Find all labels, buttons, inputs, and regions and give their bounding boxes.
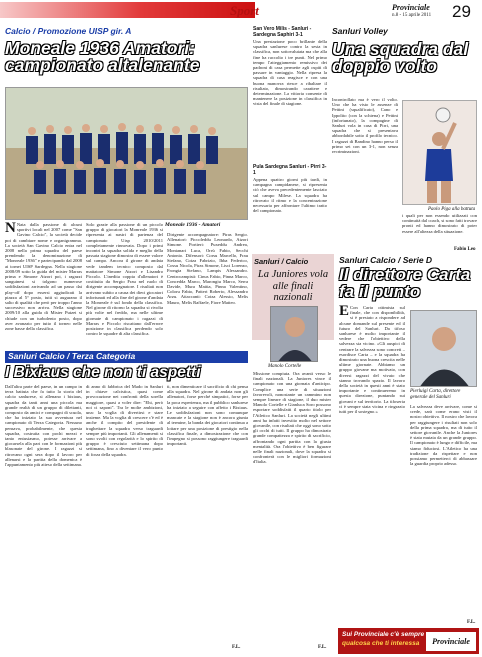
carta-column-1 [339, 305, 405, 623]
juniores-signature: F.L. [318, 645, 327, 650]
team-photo-caption: Moneale 1936 - Amatori [165, 222, 221, 228]
volley-text-2: i quali per non essendo utilizzati con continuità dal coach, si sono fatti trovare pronti ed hanno dimostrato di poter essere all'altezza della situazione. [402, 213, 477, 234]
carta-kicker: Sanluri Calcio / Serie D [339, 255, 433, 265]
volley-photo [402, 100, 477, 205]
director-photo [410, 310, 477, 387]
promo-line-2: qualcosa che ti interessa [342, 640, 420, 647]
page-number: 29 [452, 2, 471, 21]
match-report-text: Una prestazione poco brillante della squadra sanlurese contro la sesta in classifica, non sottovalutata ma che alla fine ha raccolto i tre punti. Nel primo tempo l'atteggiamento remissivo dei padroni di casa permette agli ospiti di passare in vantaggio. Nella ripresa la squadra di casa reagisce e con una buona manovra riesce a ribaltare il risultato, dimostrando carattere e determinazione. La vittoria consente di mantenere la posizione in classifica in vista del finale di stagione. [253, 39, 327, 107]
coach-photo-illustration [271, 307, 318, 362]
article2-column-2: di anno di fabbrica del Mado in Sanluri in chiave calcistica, quasi come provocazione nei confronti della sorella maggiore, quasi a voler dire: "Ehi, però noi ci saponi". Tra le molte ambizioni, una: la voglia di divertirsi e stare insieme. Ma la voglia di crescere c'è ed è anche il compito del presidente di traghettare la squadra verso traguardi sempre più importanti. Gli allenamenti si sono svolti con regolarità e lo spirito di gruppo è cresciuto settimana dopo settimana, fino a diventare il vero punto di forza della squadra. [86, 384, 163, 457]
carta-column-2: La salvezza deve arrivare, come si crede, sarà come erano visti il nostro obiettivo. Il nostro che lavora per raggiungere i risultati non solo della prima squadra, ma di tutto il settore giovanile. Anche la Juniores è stata mutata da un grande gruppo. Il campionato è lungo e difficile, ma siamo fiduciosi. L'Atletico ha una tradizione da rispettare e non possiamo permetterci di abbassare la guardia proprio adesso. [410, 404, 477, 467]
volley-text: Incontrollato ma è vero il volto. Uno che ha visto le assenze di Pettini (squalificato), Cano e Ippolito (con la schiena) e Pettini (infortunato), la compagine di Sanluri vola in casa di Pirri, una squadra che si presentava abbordabile sotto il profilo tecnico. I ragazzi di Bandino hanno perso il primo set con un 3-1, non senza recriminazioni. [332, 97, 398, 155]
match-report-heading: San Vero Milis - Sanluri - Sardegna Saphiri 3-1 [253, 26, 312, 38]
juniores-text: Missione compiuta. Ora avanti verso le finali nazionali. La Juniores vince il campionato con una giornata d'anticipo. Complice una serie di situazioni favorevoli, nonostante un cammino non sempre lineare di stagione, il duo mister Manolo Cortelle e Gianluca Soro possono esportare soddisfatti il quarto titolo per l'Atletico Sanluri. La società negli ultimi anni ha infatti investito molto nel settore giovanile, con risultati che oggi sono sotto gli occhi di tutti. Il gruppo ha dimostrato grande compattezza e spirito di sacrificio, affrontando ogni partita con la giusta mentalità. Ora l'obiettivo è ben figurare nelle finali nazionali, dove la squadra si confronterà con le migliori formazioni d'Italia. [253, 371, 331, 465]
director-photo-illustration [411, 311, 477, 387]
carta-title: Il direttore Carta fa il punto [339, 265, 471, 301]
article2-kicker: Sanluri Calcio / Terza Categoria [5, 351, 248, 363]
article1-title: Moneale 1936 Amatori: campionato altalenante [5, 38, 200, 75]
director-photo-caption: Pierluigi Carta, direttore generale del Sanluri [410, 389, 461, 400]
article2-title: I Bixiaus che non ti aspetti [5, 364, 201, 381]
article1-kicker: Calcio / Promozione UISP gir. A [5, 26, 132, 36]
article1-column-3: Dirigente accompagnatore: Piras Sergio. Allenatori: Piccoleddu Leonardo, Atzori Simone. Portieri: Puxeddu Andrea, Montanari Luca, Orrù Fabio, Secchi Antonio. Difensori: Corsu Marcello, Frau Stefano, Cotza Fabrizio, Ibba Federico, Cossu Nicola, Piras Simone, Lisci Lorenzo, Frongia Stefano, Lampis Alessandro. Centrocampisti: Cinus Fabio, Pinna Marco, Concedda Marco, Marongiu Marco, Serra Davide, Mura Mattia, Pinna Valentino, Coloru Fabio, Patteri Roberto, Alessandro Arzu. Attaccanti: Cotza Alessio, Melis Mauro, Melis Raffaele, Fiore Matteo. [167, 232, 248, 305]
volley-title: Una squadra dal doppio volto [332, 39, 469, 76]
issue-date: n.8 - 15 aprile 2011 [392, 13, 432, 18]
juniores-kicker: Sanluri / Calcio [254, 257, 309, 266]
carta-col1-text: Con Carta ottimista sul finale, che con disponibilità, si è prestato a rispondere ad alcune domande sul presente ed il futuro del Sanluri. Da tifoso sanlurese è molto importante il vedere che l'obiettivo della salvezza sia vicino. «Gli auspici di centrare la salvezza sono concreti – esordisce Carta – e la squadra ha dimostrato una buona crescita nelle ultime giornate. Abbiamo un gruppo giovane ma motivato, con diversi ragazzi del vivaio che stanno trovando spazio. Il lavoro della società in questi anni è stato importante e continueremo in questa direzione, puntando sui giovani e sul territorio. La tifoseria ci è sempre stata vicina e ringrazio tutti per il sostegno.» [339, 305, 405, 415]
promo-logo: Provinciale [426, 632, 476, 651]
volley-kicker: Sanluri Volley [332, 26, 388, 36]
article2-signature: F.L. [232, 645, 241, 650]
section-title: Sport [230, 3, 259, 18]
coach-photo-caption: Manolo Cortelle [268, 364, 302, 369]
coach-photo [270, 306, 318, 362]
carta-signature: F.L. [467, 620, 476, 625]
team-photo-illustration [6, 88, 248, 220]
article1-column-2: Solo grazie alla passione di un piccolo gruppo di giocatori la Monreale 1936 si ripresenta ai nastri di partenza del campionato Uisp 2010/2011 completamente rinnovata. Dopo i primi incontri la squadra solida e meglio della passata stagione dimostra di essere valore sul campo. Ancora il girone di andata vede tandem tecnico composto dal mattatore Simone Atzori e Lisandro Piccolo. L'inedita coppia d'allenatori è costituita da Sergio Frau nel ruolo di dirigente accompagnatore. I risultati non arrivano subito a causa dei dieci giocatori infortunati ed alla fine del girone d'andata la Monreale è sul fondo della classifica. Nel girone di ritorno la squadra si rivolta più volte nel freddo, ma nelle ultime giornate di campionato i ragazzi di Marras e Piccolo riscattano dall'errore posizione in classifica perdendo solo contro le squadre di alta classifica. [86, 222, 163, 337]
team-photo [5, 87, 248, 220]
article1-col1-text: Nata dalla passione di alcuni sportivi locali nel 2007 come "San Gavino Calcio", la società decide poi di cambiare nome e organigramma. La società San Gavino Calcio entra nel 2008 nella prima squadra del paese prendendo la denominazione di "Monreale 1936" e partecipando dal 2008 ai tornei UISP Sardegna. Nella stagione 2008/09 sotto la guida del mister Marras prima e Simone Atzori poi, i ragazzi sanguinesi si tolgono numerose soddisfazioni arrivando ad un passo dai play-off dopo essersi aggiudicati la piazza al 5° posto, tutti si augurano il salto di qualità che però per troppo l'anno successivo non arriva. Nella stagione 2009/10 alla guida di Mister Putzei si chiude con un turbolento posto, dopo aver avanzato per tutto il torneo nelle zone basse della classifica. [5, 222, 82, 332]
match-report-text-2: Appena quattro giorni più tardi, in campagna campidanese, si ripresenta ciò che aveva precedentemente lasciato sul campo Milese. La squadra ha ritrovato il ritmo e la concentrazione necessaria per affrontare l'ultimo tratto del campionato. [253, 177, 327, 214]
volley-photo-caption: Paolo Piga alla battuta [428, 207, 476, 212]
promo-line-1: Sui Provinciale c'è sempre [342, 631, 425, 638]
article1-column-1 [5, 222, 82, 350]
juniores-title: La Juniores vola alle finali nazionali [257, 269, 329, 303]
volley-signature: Fabio Leo [454, 247, 476, 252]
volley-photo-illustration [403, 101, 477, 205]
article2-column-3: ti, non dimenticare il sacrificio di chi pensa alla squadra. Nel girone di andata non gli allenatori, forse perché simpatici, forse per la poca esperienza, ma il pubblico sanlurese ha iniziato a seguire con affetto i Bixiaus. Le soddisfazioni non sono comunque mancate e la stagione non è ancora giunta al termine, la banda dei giocatori continua a lottare per una posizione di prestigio nella classifica finale, a dimostrazione che con l'impegno si possono raggiungere traguardi importanti. [167, 384, 248, 447]
masthead-logo: Provinciale [392, 3, 430, 12]
dropcap: N [5, 222, 16, 236]
article2-column-1: Dall'altra parte del paese, in un campo in terra battuta che fa tutto la storia del calcio sanlurese, si allenano i bixiaus, squadra da tanti anni una piccola ma grande realtà di un gruppo di dilettanti, composto da amici e compagni di scuola, che ha iniziato la sua avventura nel campionato di Terza Categoria. Nessuno pensava, probabilmente, che questa squadra, costruita con pochi mezzi e tanto entusiasmo, potesse arrivare a giocarsela alla pari con le formazioni più blasonate del girone. I ragazzi si ritrovano ogni sera dopo il lavoro per allenarsi e la partita della domenica è l'appuntamento più atteso della settimana. [5, 384, 82, 468]
match-report-heading-2: Pula Sardegna Sanluri - Pirri 3-1 [253, 164, 327, 176]
header-red-band [0, 2, 255, 18]
dropcap: E [339, 305, 350, 319]
